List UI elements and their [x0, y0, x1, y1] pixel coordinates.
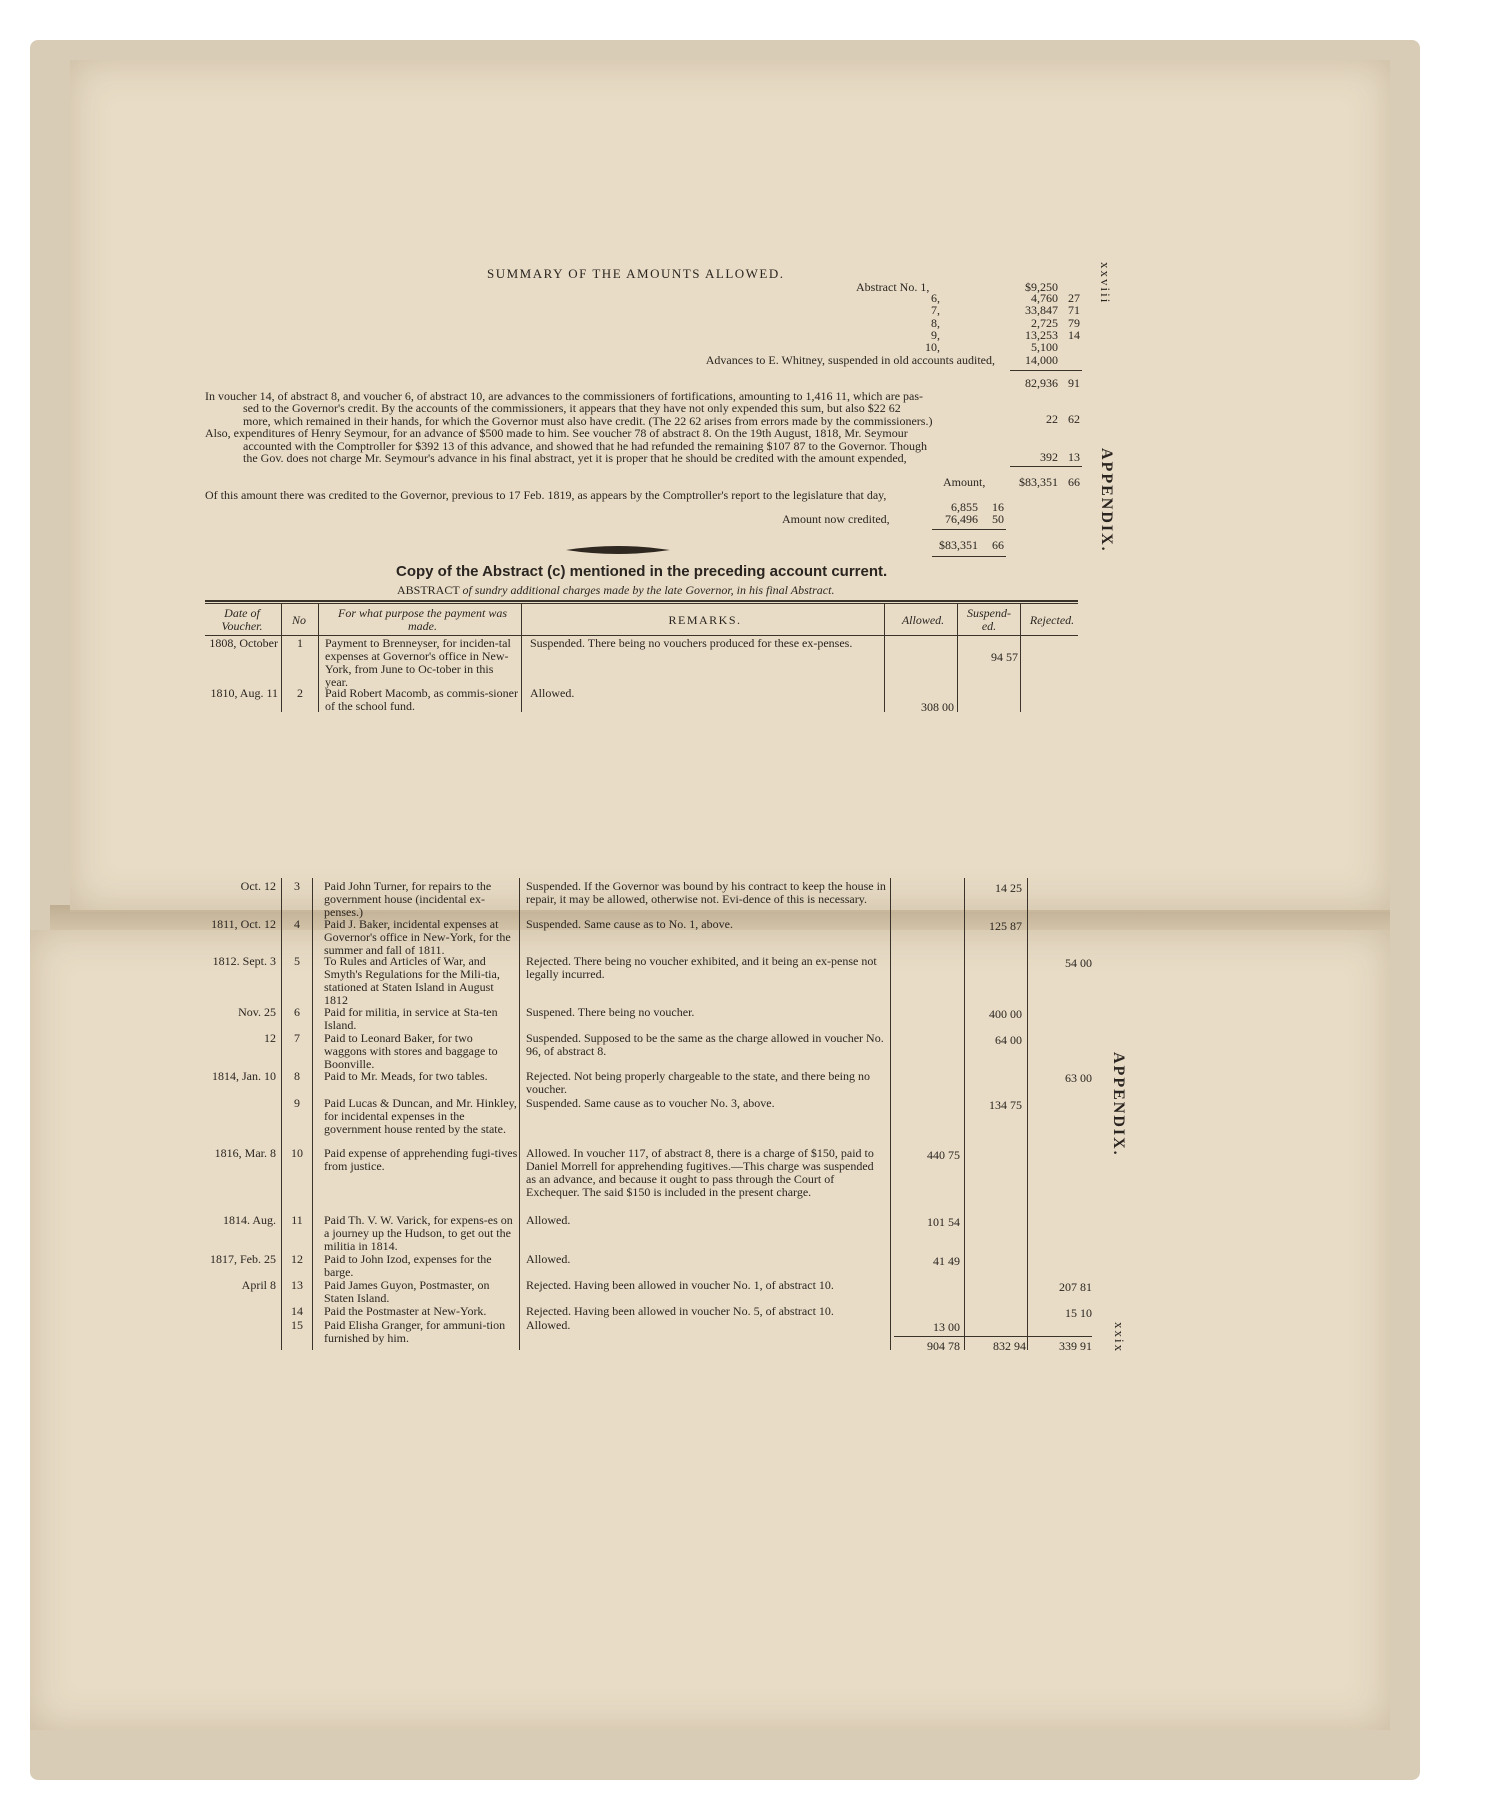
- row-number: 11: [291, 1213, 303, 1227]
- row-suspended: 134 75: [989, 1098, 1022, 1112]
- subtotal-cents: 91: [1068, 376, 1080, 390]
- abstract-dollars: $9,250: [1025, 280, 1058, 294]
- col-rule-1: [281, 604, 282, 712]
- col-rule-2: [318, 604, 319, 712]
- row-number: 6: [294, 1005, 300, 1019]
- total-cents: 66: [992, 538, 1004, 552]
- voucher-line: accounted with the Comptroller for $392 13 of this advance, and showed that he had refunded the remaining $107 87 to the Governor. Though: [243, 438, 927, 453]
- credited-dollars: 6,855: [951, 500, 978, 514]
- row-remarks: Allowed.: [526, 1318, 571, 1332]
- abstract-dollars: 13,253: [1025, 328, 1058, 342]
- table-top-rule-2: [205, 603, 1078, 604]
- subtotal-dollars: 82,936: [1025, 376, 1058, 390]
- advances-amount: 14,000: [1025, 353, 1058, 367]
- row-number: 14: [291, 1304, 303, 1318]
- row-allowed: 13 00: [933, 1320, 960, 1334]
- voucher-line: In voucher 14, of abstract 8, and voucher 6, of abstract 10, are advances to the commissioners of fortifications, amounting to 1,416 11, which are pas-: [205, 389, 924, 403]
- amount-cents: 66: [1068, 475, 1080, 489]
- col-rule-5: [957, 604, 958, 712]
- row-date: Oct. 12: [240, 879, 276, 893]
- col-no-header: No: [291, 613, 306, 627]
- col-date-header: Date of Voucher.: [221, 606, 263, 633]
- row-remarks: Allowed. In voucher 117, of abstract 8, there is a charge of $150, paid to Daniel Morrell for apprehending fugitives.—This charge was suspended as an advance, and because it ought to pass through the Court of Exchequer. The said $150 is included in the present charge.: [526, 1146, 874, 1199]
- row-remarks: Suspended. If the Governor was bound by his contract to keep the house in repair, it may be allowed, otherwise not. Evi-dence of this is necessary.: [526, 879, 886, 906]
- row-purpose: Paid James Guyon, Postmaster, on Staten Island.: [324, 1278, 490, 1305]
- b-col-rule-2: [312, 878, 313, 1350]
- credited-text: Of this amount there was credited to the Governor, previous to 17 Feb. 1819, as appears by the Comptroller's report to the legislature that day,: [205, 488, 887, 502]
- row-remarks: Rejected. There being no voucher exhibited, and it being an ex-pense not legally incurred.: [526, 954, 877, 981]
- row-allowed: 308 00: [921, 700, 954, 714]
- amount-label: Amount,: [943, 475, 986, 489]
- voucher-line: Also, expenditures of Henry Seymour, for an advance of $500 made to him. See voucher 78 of abstract 8. On the 19th August, 1818, Mr. Seymour: [205, 426, 908, 441]
- row-suspended: 14 25: [995, 881, 1022, 895]
- row-suspended: 125 87: [989, 919, 1022, 933]
- row-date: 1808, October: [209, 636, 278, 650]
- summary-title: SUMMARY OF THE AMOUNTS ALLOWED.: [487, 266, 785, 281]
- top-page-number: xxviii: [1098, 262, 1113, 305]
- col-rule-4: [884, 604, 885, 712]
- row-remarks: Suspended. Supposed to be the same as the charge allowed in voucher No. 96, of abstract 8.: [526, 1031, 884, 1058]
- totals-rule: [894, 1336, 1092, 1337]
- advances-text: Advances to E. Whitney, suspended in old accounts audited,: [705, 353, 995, 367]
- ornament-rule-icon: [566, 542, 670, 558]
- abstract-dollars: 2,725: [1031, 316, 1058, 330]
- abstract-dollars: 33,847: [1025, 303, 1058, 317]
- b-col-rule-4: [890, 878, 891, 1350]
- b-col-rule-6: [1027, 878, 1028, 1350]
- row-remarks: Allowed.: [526, 1213, 571, 1227]
- row-remarks: Rejected. Having been allowed in voucher No. 5, of abstract 10.: [526, 1304, 834, 1318]
- abstract-number: 6,: [931, 291, 940, 305]
- voucher-line: the Gov. does not charge Mr. Seymour's advance in his final abstract, yet it is proper that he should be credited with the amount expended,: [243, 451, 907, 465]
- row-number: 13: [291, 1278, 303, 1292]
- row-number: 1: [297, 636, 303, 650]
- col-purpose-header: For what purpose the payment was made.: [338, 606, 507, 633]
- row-date: 1814. Aug.: [222, 1213, 276, 1227]
- row-rejected: 63 00: [1065, 1071, 1092, 1085]
- amount-dollars: $83,351: [1019, 475, 1058, 489]
- credited-cents: 16: [992, 500, 1004, 514]
- row-remarks: Allowed.: [526, 1252, 571, 1266]
- total-suspended: 832 94: [993, 1339, 1026, 1353]
- row-number: 12: [291, 1252, 303, 1266]
- row-allowed: 101 54: [927, 1215, 960, 1229]
- col-remarks-header: REMARKS.: [668, 613, 742, 627]
- abstract-number: 10,: [925, 340, 940, 354]
- abstract-cents: 79: [1068, 316, 1080, 330]
- row-date: 1816, Mar. 8: [214, 1146, 276, 1160]
- abstract-number: 7,: [931, 303, 940, 317]
- b-col-rule-1: [281, 878, 282, 1350]
- amt-22-cents: 62: [1068, 412, 1080, 426]
- bottom-side-title: APPENDIX.: [1110, 1052, 1127, 1157]
- row-date: 12: [264, 1031, 276, 1045]
- col-rejected-header: Rejected.: [1029, 613, 1075, 627]
- row-remarks: Allowed.: [530, 686, 575, 700]
- row-suspended: 64 00: [995, 1033, 1022, 1047]
- row-purpose: Paid Robert Macomb, as commis-sioner of the school fund.: [325, 686, 518, 713]
- row-purpose: Payment to Brenneyser, for inciden-tal expenses at Governor's office in New-York, from June to Oc-tober in this year.: [325, 636, 511, 689]
- voucher-line: sed to the Governor's credit. By the accounts of the commissioners, it appears that they have not only expended this sum, but also $22 62: [243, 401, 901, 416]
- abstract-cents: 14: [1068, 328, 1080, 342]
- row-remarks: Suspended. There being no vouchers produced for these ex-penses.: [530, 636, 853, 650]
- bottom-page-number: xxix: [1112, 1322, 1127, 1354]
- abstract-dollars: 5,100: [1031, 340, 1058, 354]
- row-purpose: Paid Elisha Granger, for ammuni-tion furnished by him.: [324, 1318, 506, 1345]
- row-remarks: Suspened. There being no voucher.: [526, 1005, 695, 1019]
- row-purpose: Paid to Leonard Baker, for two waggons with stores and baggage to Boonville.: [324, 1031, 498, 1071]
- row-date: 1812. Sept. 3: [212, 954, 276, 968]
- row-rejected: 207 81: [1059, 1280, 1092, 1294]
- amount-rule: [1010, 466, 1082, 467]
- row-purpose: Paid for militia, in service at Sta-ten Island.: [324, 1005, 498, 1032]
- row-remarks: Suspended. Same cause as to No. 1, above.: [526, 917, 733, 931]
- row-purpose: To Rules and Articles of War, and Smyth's Regulations for the Mili-tia, stationed at Staten Island in August 1812: [324, 954, 500, 1007]
- amt-392-cents: 13: [1068, 450, 1080, 464]
- abstract-cents: 27: [1068, 291, 1080, 305]
- row-number: 7: [294, 1031, 300, 1045]
- subtotal-rule: [1010, 370, 1082, 371]
- abstract-heading-caps: ABSTRACT: [397, 583, 460, 597]
- now-credited-label: Amount now credited,: [782, 512, 890, 526]
- row-number: 9: [294, 1096, 300, 1110]
- row-number: 5: [294, 954, 300, 968]
- row-purpose: Paid the Postmaster at New-York.: [324, 1304, 487, 1318]
- amt-392-dollars: 392: [1040, 450, 1058, 464]
- row-number: 15: [291, 1318, 303, 1332]
- voucher-line: more, which remained in their hands, for which the Governor must also have credit. (The 22 62 arises from errors made by the commissioners.): [243, 413, 933, 428]
- row-remarks: Rejected. Not being properly chargeable to the state, and there being no voucher.: [526, 1069, 870, 1096]
- total-dollars: $83,351: [939, 538, 978, 552]
- row-date: 1814, Jan. 10: [212, 1069, 276, 1083]
- now-credited-dollars: 76,496: [945, 512, 978, 526]
- abstract-heading-italic: of sundry additional charges made by the late Governor, in his final Abstract.: [462, 583, 835, 597]
- row-number: 10: [291, 1146, 303, 1160]
- row-number: 2: [297, 686, 303, 700]
- row-date: Nov. 25: [238, 1005, 276, 1019]
- col-rule-6: [1020, 604, 1021, 712]
- total-rule: [932, 529, 1006, 530]
- row-remarks: Rejected. Having been allowed in voucher No. 1, of abstract 10.: [526, 1278, 834, 1292]
- total-allowed: 904 78: [927, 1339, 960, 1353]
- now-credited-cents: 50: [992, 512, 1004, 526]
- row-purpose: Paid J. Baker, incidental expenses at Governor's office in New-York, for the summer and fall of 1811.: [324, 917, 511, 957]
- copy-heading: Copy of the Abstract (c) mentioned in the preceding account current.: [396, 563, 888, 580]
- top-side-title: APPENDIX.: [1098, 448, 1115, 553]
- b-col-rule-5: [964, 878, 965, 1350]
- top-page: [70, 60, 1390, 912]
- row-rejected: 54 00: [1065, 956, 1092, 970]
- amt-22-dollars: 22: [1046, 412, 1058, 426]
- row-number: 8: [294, 1069, 300, 1083]
- abstract-number: 9,: [931, 328, 940, 342]
- table-top-rule: [205, 600, 1078, 602]
- row-date: April 8: [241, 1278, 276, 1292]
- abstract-cents: 71: [1068, 303, 1080, 317]
- col-allowed-header: Allowed.: [901, 613, 945, 627]
- row-rejected: 15 10: [1065, 1306, 1092, 1320]
- abstract-number: 8,: [931, 316, 940, 330]
- total-rejected: 339 91: [1059, 1339, 1092, 1353]
- col-rule-3: [521, 604, 522, 712]
- row-purpose: Paid to Mr. Meads, for two tables.: [324, 1069, 488, 1083]
- row-allowed: 41 49: [933, 1254, 960, 1268]
- row-date: 1811, Oct. 12: [211, 917, 276, 931]
- col-suspended-header: Suspend-ed.: [967, 606, 1011, 633]
- row-purpose: Paid Th. V. W. Varick, for expens-es on a journey up the Hudson, to get out the militia in 1814.: [324, 1213, 513, 1253]
- row-allowed: 440 75: [927, 1148, 960, 1162]
- row-number: 3: [294, 879, 300, 893]
- b-col-rule-3: [519, 878, 520, 1350]
- abstract-label: Abstract No. 1,: [856, 280, 930, 294]
- row-suspended: 400 00: [989, 1007, 1022, 1021]
- row-purpose: Paid John Turner, for repairs to the government house (incidental ex-penses.): [324, 879, 492, 919]
- row-date: 1817, Feb. 25: [210, 1252, 276, 1266]
- row-suspended: 94 57: [991, 650, 1018, 664]
- row-remarks: Suspended. Same cause as to voucher No. 3, above.: [526, 1096, 775, 1110]
- row-purpose: Paid Lucas & Duncan, and Mr. Hinkley, for incidental expenses in the government house rented by the state.: [324, 1096, 517, 1136]
- total-double-rule: [932, 556, 1006, 557]
- row-number: 4: [294, 917, 300, 931]
- row-date: 1810, Aug. 11: [210, 686, 278, 700]
- abstract-dollars: 4,760: [1031, 291, 1058, 305]
- row-purpose: Paid expense of apprehending fugi-tives from justice.: [324, 1146, 518, 1173]
- row-purpose: Paid to John Izod, expenses for the barge.: [324, 1252, 492, 1279]
